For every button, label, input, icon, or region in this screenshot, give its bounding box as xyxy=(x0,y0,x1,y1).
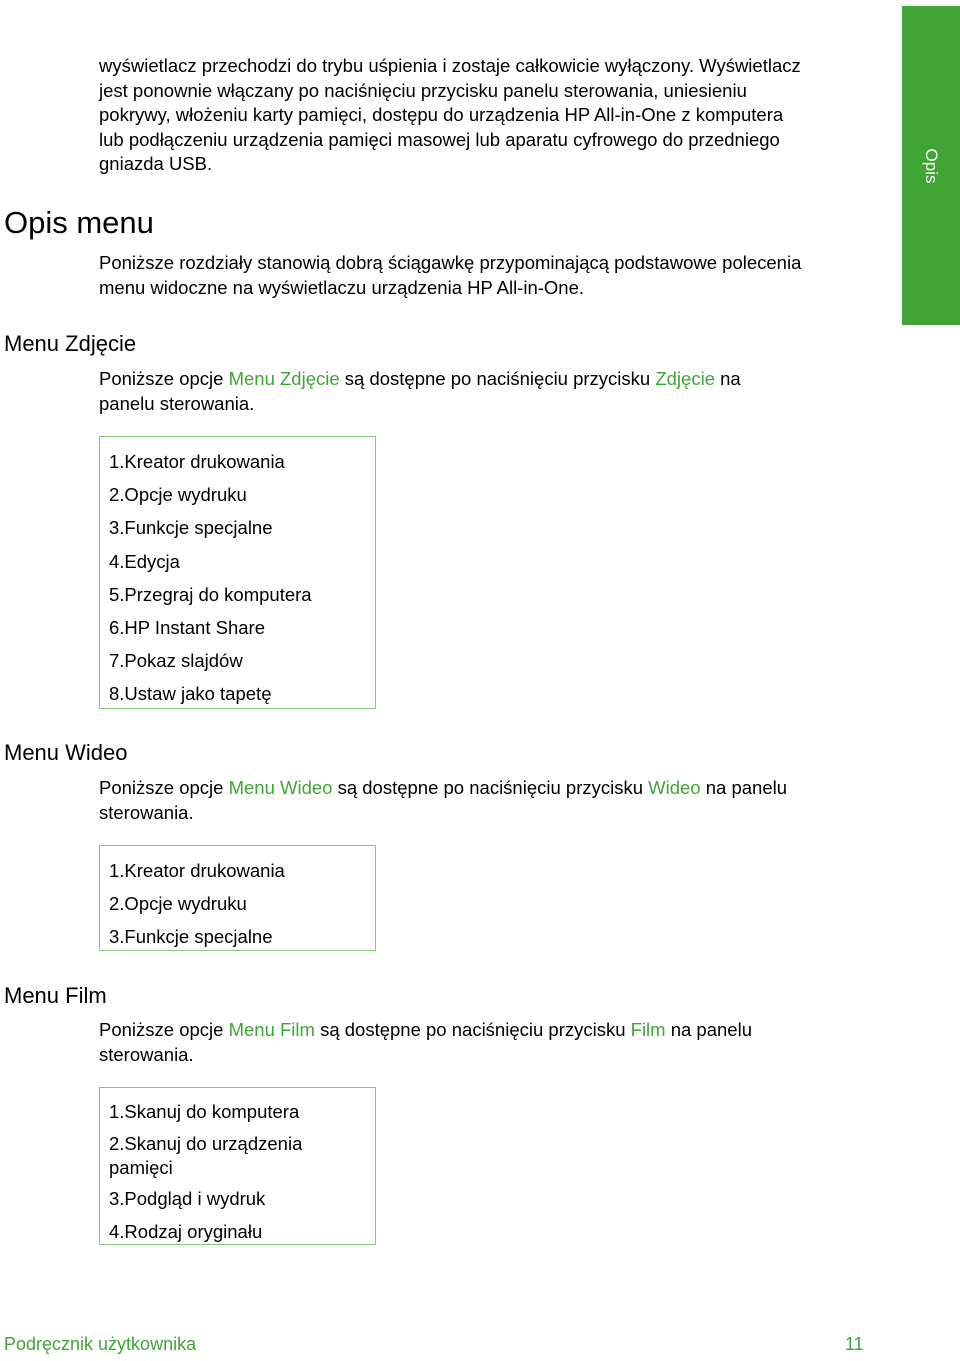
text: Poniższe opcje xyxy=(99,368,229,389)
intro-line: gniazda USB. xyxy=(99,153,213,174)
video-menu-box xyxy=(99,845,376,951)
film-menu-heading: Menu Film xyxy=(4,983,107,1008)
menu-item: 5.Przegraj do komputera xyxy=(109,583,312,605)
text: są dostępne po naciśnięciu przycisku xyxy=(314,1019,631,1040)
intro-line: lub podłączeniu urządzenia pamięci masowej lub aparatu cyfrowego do przedniego xyxy=(99,128,780,150)
video-menu-heading: Menu Wideo xyxy=(4,740,128,765)
section-tab-label: Opis xyxy=(922,148,941,184)
menu-item-continuation: pamięci xyxy=(109,1157,173,1179)
menu-item: 1.Skanuj do komputera xyxy=(109,1101,300,1122)
menu-name-highlight: Menu Wideo xyxy=(228,777,333,798)
menu-item: 1.Kreator drukowania xyxy=(109,451,285,472)
page-number: 11 xyxy=(845,1334,864,1354)
text: są dostępne po naciśnięciu przycisku xyxy=(339,368,656,389)
menu-item: 8.Ustaw jako tapetę xyxy=(109,683,272,705)
section-paragraph xyxy=(99,251,801,300)
text: na panelu xyxy=(665,1019,752,1040)
video-menu-description xyxy=(99,776,787,825)
section-line: menu widoczne na wyświetlaczu urządzenia HP All-in-One. xyxy=(99,276,585,298)
photo-menu-box xyxy=(99,436,376,709)
film-menu-description xyxy=(99,1018,752,1067)
menu-item: 2.Opcje wydruku xyxy=(109,893,247,915)
text: są dostępne po naciśnięciu przycisku xyxy=(332,777,649,798)
section-tab xyxy=(902,6,960,325)
intro-line: wyświetlacz przechodzi do trybu uśpienia i zostaje całkowicie wyłączony. Wyświetlacz xyxy=(99,55,801,76)
button-name-highlight: Wideo xyxy=(648,777,701,798)
menu-name-highlight: Menu Film xyxy=(228,1019,315,1040)
film-menu-line2: sterowania. xyxy=(99,1043,194,1065)
text: na xyxy=(714,368,741,389)
text: Poniższe opcje xyxy=(99,1019,229,1040)
menu-item: 3.Funkcje specjalne xyxy=(109,926,273,948)
menu-item: 4.Edycja xyxy=(109,550,180,572)
photo-menu-description xyxy=(99,367,741,416)
video-menu-line2: sterowania. xyxy=(99,801,194,823)
button-name-highlight: Film xyxy=(630,1019,666,1040)
photo-menu-heading: Menu Zdjęcie xyxy=(4,331,137,356)
menu-item: 3.Podgląd i wydruk xyxy=(109,1188,266,1210)
video-menu-line1 xyxy=(99,776,787,801)
film-menu-line1 xyxy=(99,1018,752,1043)
menu-item: 4.Rodzaj oryginału xyxy=(109,1221,263,1243)
menu-item: 1.Kreator drukowania xyxy=(109,860,285,881)
menu-item: 2.Opcje wydruku xyxy=(109,484,247,506)
menu-name-highlight: Menu Zdjęcie xyxy=(228,368,340,389)
footer-title: Podręcznik użytkownika xyxy=(4,1334,197,1354)
intro-line: pokrywy, włożeniu karty pamięci, dostępu do urządzenia HP All-in-One z komputera xyxy=(99,104,784,125)
section-line: Poniższe rozdziały stanowią dobrą ściągawkę przypominającą podstawowe polecenia xyxy=(99,252,802,273)
text: Poniższe opcje xyxy=(99,777,229,798)
intro-line: jest ponownie włączany po naciśnięciu przycisku panelu sterowania, uniesieniu xyxy=(99,79,747,101)
button-name-highlight: Zdjęcie xyxy=(655,368,715,389)
menu-item: 7.Pokaz slajdów xyxy=(109,650,243,672)
film-menu-box xyxy=(99,1087,376,1245)
photo-menu-line2: panelu sterowania. xyxy=(99,392,255,414)
text: na panelu xyxy=(700,777,788,798)
menu-item: 2.Skanuj do urządzenia xyxy=(109,1133,303,1155)
intro-paragraph xyxy=(99,54,801,177)
menu-item: 6.HP Instant Share xyxy=(109,617,265,639)
menu-item: 3.Funkcje specjalne xyxy=(109,517,273,539)
section-title: Opis menu xyxy=(4,205,154,240)
photo-menu-line1 xyxy=(99,367,741,392)
